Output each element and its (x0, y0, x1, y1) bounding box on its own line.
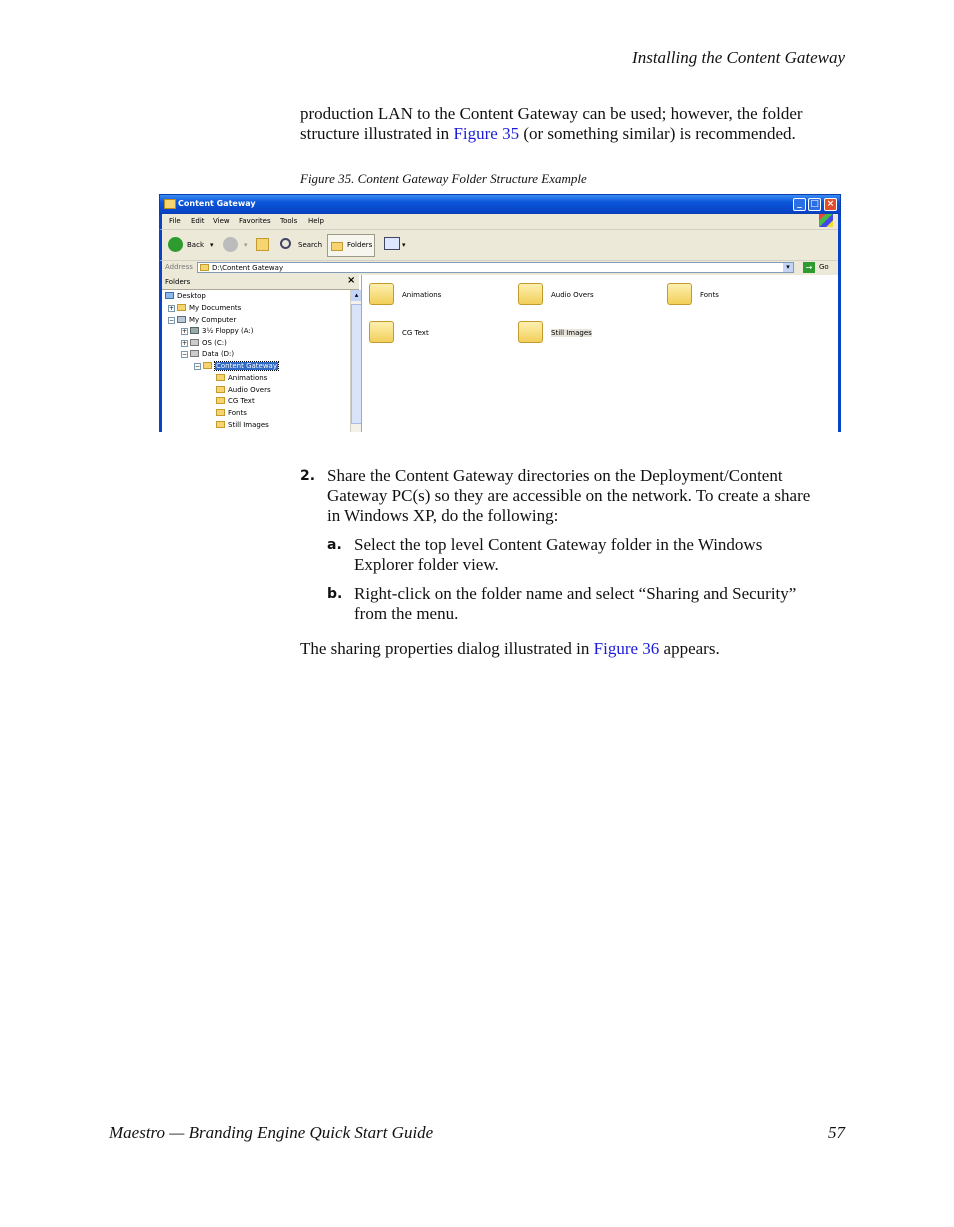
back-dropdown-icon[interactable]: ▾ (210, 241, 214, 249)
menu-bar (159, 214, 841, 229)
window-right-border (838, 214, 841, 432)
folders-pane-header (162, 275, 359, 290)
figure-35-link[interactable]: Figure 35 (453, 124, 520, 143)
go-arrow-icon[interactable]: → (803, 262, 815, 273)
step-a-line-1: Select the top level Content Gateway folder in the Windows (354, 535, 763, 554)
expand-icon[interactable]: + (182, 328, 188, 335)
folders-pane (159, 275, 359, 432)
step-b-line-1: Right-click on the folder name and select “Sharing and Security” (354, 584, 797, 603)
tree-item-cg-text[interactable] (216, 397, 255, 405)
step-b-text (354, 584, 844, 624)
explorer-window-screenshot (159, 194, 841, 432)
tree-label: Fonts (228, 409, 247, 417)
folders-pane-title: Folders (165, 278, 191, 286)
tree-item-content-gateway[interactable] (203, 362, 278, 370)
tree-item-still-images[interactable] (216, 421, 269, 429)
folders-button[interactable] (327, 234, 375, 257)
collapse-icon[interactable]: − (182, 351, 188, 358)
tree-item-fonts[interactable] (216, 409, 247, 417)
folder-icon (216, 374, 225, 381)
tree-label: Still Images (228, 421, 269, 429)
folder-cg-text[interactable]: CG Text (402, 329, 429, 337)
tree-label: OS (C:) (202, 339, 227, 347)
folder-icon (216, 421, 225, 428)
address-dropdown-icon[interactable]: ▾ (783, 263, 793, 272)
back-arrow-icon[interactable] (168, 237, 183, 252)
tree-item-my-documents[interactable] (177, 304, 241, 312)
footer-title: Maestro — Branding Engine Quick Start Guide (109, 1123, 434, 1142)
folder-icon[interactable] (667, 283, 692, 305)
tree-item-animations[interactable] (216, 374, 267, 382)
folder-icon (177, 304, 186, 311)
address-folder-icon (200, 264, 209, 271)
folders-button-label: Folders (347, 241, 373, 249)
tree-label-selected: Content Gateway (216, 362, 277, 370)
step-2-line-2: Gateway PC(s) so they are accessible on the network. To create a share (327, 486, 811, 505)
intro-line-2 (300, 124, 845, 144)
scroll-up-icon[interactable]: ▴ (351, 290, 362, 301)
step-a-text (354, 535, 844, 575)
folder-icon (203, 362, 212, 369)
step-a-line-2: Explorer folder view. (354, 555, 499, 574)
folder-icon (164, 199, 176, 209)
figure-caption: Figure 35. Content Gateway Folder Structure Example (300, 171, 587, 186)
intro-line-1: production LAN to the Content Gateway can be used; however, the folder (300, 104, 803, 123)
address-bar (159, 260, 841, 275)
collapse-icon[interactable]: − (195, 363, 201, 370)
menu-view[interactable]: View (213, 217, 230, 225)
close-button[interactable]: × (824, 198, 837, 211)
search-button[interactable]: Search (298, 241, 323, 249)
tree-item-audio-overs[interactable] (216, 386, 271, 394)
tree-label: 3½ Floppy (A:) (202, 327, 254, 335)
folder-audio-overs[interactable]: Audio Overs (551, 291, 594, 299)
folder-icon (216, 409, 225, 416)
step-2-line-3: in Windows XP, do the following: (327, 506, 559, 525)
up-folder-icon[interactable] (256, 238, 269, 251)
tree-label: Audio Overs (228, 386, 271, 394)
step-b-line-2: from the menu. (354, 604, 459, 623)
address-input[interactable] (197, 262, 794, 273)
views-icon[interactable] (384, 237, 400, 250)
tree-label: My Computer (189, 316, 237, 324)
menu-file[interactable]: File (169, 217, 181, 225)
go-button[interactable]: Go (819, 263, 829, 271)
tree-item-os-c[interactable] (190, 339, 227, 347)
step-b-label: b. (327, 586, 343, 602)
search-icon[interactable] (280, 238, 291, 249)
tree-item-floppy[interactable] (190, 327, 253, 335)
forward-dropdown-icon[interactable]: ▾ (244, 241, 248, 249)
folder-contents-pane (361, 275, 838, 432)
running-header: Installing the Content Gateway (632, 48, 845, 67)
toolbar (159, 229, 841, 260)
tree-item-data-d[interactable] (190, 350, 234, 358)
collapse-icon[interactable]: − (169, 317, 175, 324)
tree-label: Animations (228, 374, 268, 382)
folder-animations[interactable]: Animations (402, 291, 442, 299)
drive-icon (190, 339, 199, 346)
folder-icon[interactable] (369, 283, 394, 305)
folder-icon[interactable] (369, 321, 394, 343)
folder-icon (216, 386, 225, 393)
computer-icon (177, 316, 186, 323)
desktop-icon (165, 292, 174, 299)
drive-icon (190, 350, 199, 357)
step-2-line-1: Share the Content Gateway directories on the Deployment/Content (327, 466, 783, 485)
folder-still-images[interactable]: Still Images (551, 329, 592, 337)
expand-icon[interactable]: + (169, 305, 175, 312)
intro-text: structure illustrated in (300, 124, 454, 143)
views-dropdown-icon[interactable]: ▾ (402, 241, 406, 249)
window-title: Content Gateway (178, 199, 256, 208)
figure-36-link[interactable]: Figure 36 (593, 639, 660, 658)
tree-label: Data (D:) (202, 350, 235, 358)
address-label: Address (165, 263, 193, 271)
menu-tools[interactable]: Tools (280, 217, 298, 225)
forward-arrow-icon[interactable] (223, 237, 238, 252)
window-titlebar (159, 194, 841, 214)
folder-icon[interactable] (518, 321, 543, 343)
tree-item-desktop[interactable] (165, 292, 206, 300)
menu-help[interactable]: Help (308, 217, 324, 225)
folder-icon (216, 397, 225, 404)
step-2-number: 2. (300, 468, 316, 484)
tree-label: CG Text (228, 397, 255, 405)
folder-fonts[interactable]: Fonts (700, 291, 719, 299)
step-2-text (327, 466, 847, 526)
address-value: D:\Content Gateway (212, 264, 284, 272)
closing-paragraph (300, 639, 845, 659)
closing-text: The sharing properties dialog illustrated in (300, 639, 594, 658)
step-a-label: a. (327, 537, 342, 553)
back-button[interactable]: Back (187, 241, 204, 249)
minimize-button[interactable]: _ (793, 198, 806, 211)
expand-icon[interactable]: + (182, 340, 188, 347)
maximize-button[interactable]: □ (808, 198, 821, 211)
floppy-icon (190, 327, 199, 334)
intro-text-end: (or something similar) is recommended. (519, 124, 796, 143)
folder-icon[interactable] (518, 283, 543, 305)
intro-paragraph (300, 104, 845, 144)
windows-logo-icon (819, 214, 833, 227)
page-number: 57 (828, 1123, 845, 1142)
menu-edit[interactable]: Edit (191, 217, 205, 225)
tree-item-my-computer[interactable] (177, 316, 236, 324)
close-pane-icon[interactable]: × (347, 275, 356, 286)
menu-favorites[interactable]: Favorites (239, 217, 271, 225)
tree-label: My Documents (189, 304, 242, 312)
folders-icon (331, 242, 343, 251)
tree-label: Desktop (177, 292, 206, 300)
closing-text-end: appears. (659, 639, 720, 658)
